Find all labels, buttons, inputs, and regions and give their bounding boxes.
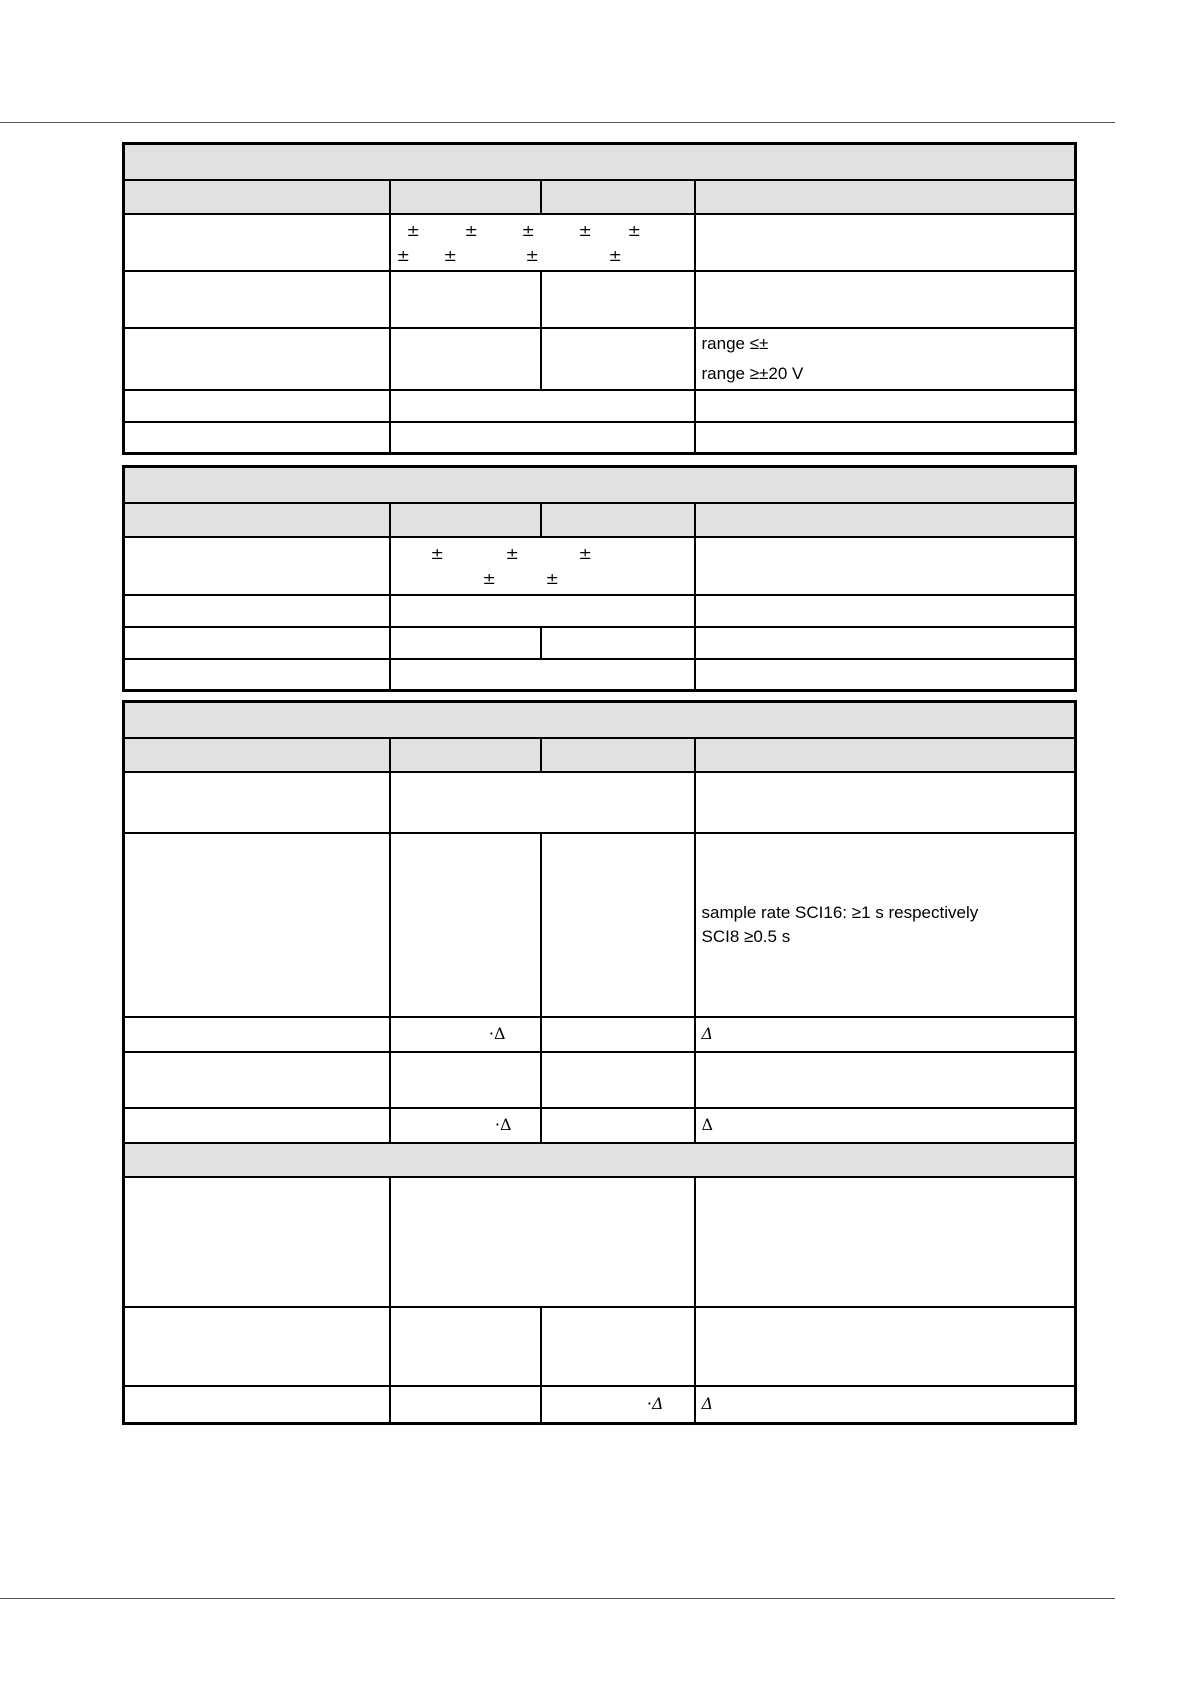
range-values-cell xyxy=(390,537,695,595)
table-cell xyxy=(124,1108,390,1143)
table-cell xyxy=(390,271,541,328)
spec-table-2 xyxy=(122,465,1077,692)
range-note-cell xyxy=(695,328,1076,390)
table-cell xyxy=(124,833,390,1017)
sample-rate-note-line: sample rate SCI16: ≥1 s respectively xyxy=(701,902,979,922)
table-cell xyxy=(124,627,390,659)
table-cell xyxy=(390,833,541,1017)
table-cell xyxy=(541,1386,695,1424)
table-cell xyxy=(390,772,695,833)
delta-symbol: Δ xyxy=(701,1115,714,1134)
table-cell xyxy=(390,422,695,454)
table-cell xyxy=(390,1052,541,1108)
table-cell xyxy=(541,627,695,659)
table-cell xyxy=(390,627,541,659)
table-cell xyxy=(695,1386,1076,1424)
table-cell xyxy=(124,659,390,691)
column-header xyxy=(695,180,1076,214)
dot-delta-symbol: ·Δ xyxy=(646,1394,664,1414)
column-header xyxy=(541,503,695,537)
header-rule xyxy=(0,122,1115,123)
section-header xyxy=(124,144,1076,180)
plus-minus-symbol: ± xyxy=(406,220,420,240)
dot-delta-symbol: ·Δ xyxy=(494,1115,512,1134)
table-cell xyxy=(541,271,695,328)
column-header xyxy=(541,180,695,214)
range-note-line: range ≤± xyxy=(701,333,769,353)
section-header xyxy=(124,702,1076,738)
table-cell xyxy=(541,1307,695,1386)
table-cell xyxy=(695,1052,1076,1108)
table-cell xyxy=(124,328,390,390)
spec-table-1 xyxy=(122,142,1077,455)
table-cell xyxy=(695,422,1076,454)
plus-minus-symbol: ± xyxy=(578,543,592,563)
table-cell xyxy=(695,1108,1076,1143)
section-header xyxy=(124,1143,1076,1177)
column-header xyxy=(390,503,541,537)
column-header xyxy=(124,738,390,772)
plus-minus-symbol: ± xyxy=(521,220,535,240)
dot-delta-symbol: ·Δ xyxy=(488,1024,506,1043)
spec-table-3 xyxy=(122,700,1077,1425)
delta-symbol: Δ xyxy=(701,1394,714,1414)
table-cell xyxy=(124,422,390,454)
column-header xyxy=(124,180,390,214)
table-cell xyxy=(695,1177,1076,1307)
plus-minus-symbol: ± xyxy=(443,245,457,265)
plus-minus-symbol: ± xyxy=(545,568,559,588)
table-cell xyxy=(124,214,390,271)
table-cell xyxy=(124,271,390,328)
plus-minus-symbol: ± xyxy=(482,568,496,588)
table-cell xyxy=(695,1017,1076,1052)
section-header xyxy=(124,467,1076,503)
plus-minus-symbol: ± xyxy=(525,245,539,265)
table-cell xyxy=(124,537,390,595)
table-cell xyxy=(390,595,695,627)
table-cell xyxy=(124,1017,390,1052)
table-cell xyxy=(695,271,1076,328)
plus-minus-symbol: ± xyxy=(608,245,622,265)
table-cell xyxy=(541,1052,695,1108)
plus-minus-symbol: ± xyxy=(505,543,519,563)
table-cell xyxy=(390,1017,541,1052)
table-cell xyxy=(390,1386,541,1424)
table-cell xyxy=(390,328,541,390)
table-cell xyxy=(124,595,390,627)
table-cell xyxy=(541,1108,695,1143)
plus-minus-symbol: ± xyxy=(464,220,478,240)
table-cell xyxy=(541,328,695,390)
plus-minus-symbol: ± xyxy=(627,220,641,240)
sample-rate-note-cell xyxy=(695,833,1076,1017)
table-cell xyxy=(390,659,695,691)
footer-rule xyxy=(0,1598,1115,1599)
table-cell xyxy=(541,833,695,1017)
table-cell xyxy=(124,1177,390,1307)
column-header xyxy=(541,738,695,772)
table-cell xyxy=(390,1108,541,1143)
table-cell xyxy=(695,772,1076,833)
table-cell xyxy=(124,390,390,422)
table-cell xyxy=(695,390,1076,422)
sample-rate-note-line: SCI8 ≥0.5 s xyxy=(701,926,791,946)
plus-minus-symbol: ± xyxy=(396,245,410,265)
range-values-cell xyxy=(390,214,695,271)
table-cell xyxy=(390,1177,695,1307)
table-cell xyxy=(124,1307,390,1386)
table-cell xyxy=(695,537,1076,595)
table-cell xyxy=(390,1307,541,1386)
column-header xyxy=(695,503,1076,537)
table-cell xyxy=(695,627,1076,659)
table-cell xyxy=(695,595,1076,627)
table-cell xyxy=(541,1017,695,1052)
plus-minus-symbol: ± xyxy=(430,543,444,563)
table-cell xyxy=(390,390,695,422)
column-header xyxy=(124,503,390,537)
plus-minus-symbol: ± xyxy=(578,220,592,240)
table-cell xyxy=(124,772,390,833)
column-header xyxy=(390,180,541,214)
table-cell xyxy=(124,1386,390,1424)
table-cell xyxy=(695,214,1076,271)
column-header xyxy=(695,738,1076,772)
table-cell xyxy=(124,1052,390,1108)
table-cell xyxy=(695,659,1076,691)
delta-symbol: Δ xyxy=(701,1024,714,1043)
range-note-line: range ≥±20 V xyxy=(701,363,804,383)
column-header xyxy=(390,738,541,772)
table-cell xyxy=(695,1307,1076,1386)
